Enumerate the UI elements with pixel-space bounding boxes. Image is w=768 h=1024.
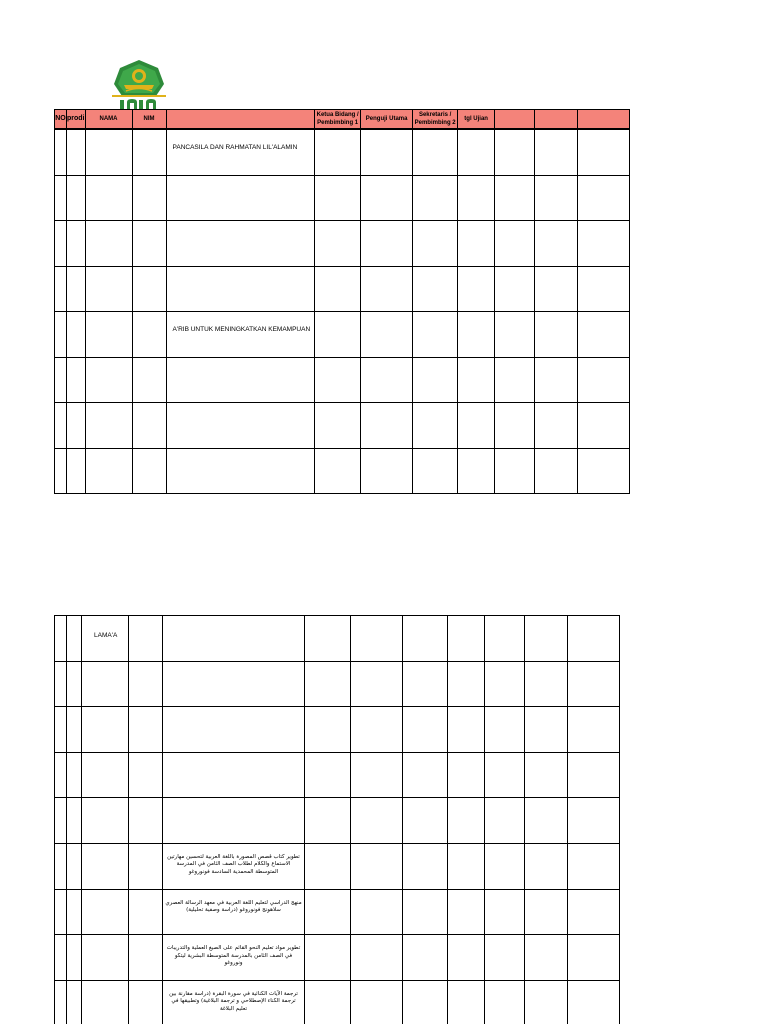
table-cell <box>535 266 578 312</box>
table-cell <box>495 312 535 358</box>
table-cell <box>67 661 82 707</box>
table-cell <box>578 357 630 403</box>
table-cell <box>55 798 67 844</box>
table-cell <box>413 403 458 449</box>
table-cell <box>132 403 166 449</box>
table-cell <box>82 798 129 844</box>
table-cell <box>129 752 163 798</box>
table-cell <box>129 616 163 662</box>
table-cell <box>82 616 129 662</box>
table-cell <box>85 448 132 494</box>
table-cell <box>55 357 67 403</box>
table-cell <box>166 403 315 449</box>
table-cell <box>485 935 525 981</box>
table-cell <box>163 935 305 981</box>
table-cell <box>129 889 163 935</box>
table-row <box>55 175 630 221</box>
table-cell <box>82 980 129 1024</box>
table-cell <box>568 980 620 1024</box>
table-cell <box>67 266 86 312</box>
table-cell <box>55 403 67 449</box>
table-cell <box>403 707 448 753</box>
table-cell <box>535 448 578 494</box>
table-cell <box>361 175 413 221</box>
table-cell <box>578 403 630 449</box>
table-cell <box>132 221 166 267</box>
table-row <box>55 798 620 844</box>
nama-value <box>82 798 128 814</box>
table-cell <box>55 266 67 312</box>
judul-value: PANCASILA DAN RAHMATAN LIL'ALAMIN <box>172 144 298 151</box>
header-nama: NAMA <box>85 110 132 130</box>
table-cell <box>55 843 67 889</box>
table-cell <box>315 312 361 358</box>
table-cell <box>485 707 525 753</box>
table-cell <box>315 221 361 267</box>
table-cell <box>495 129 535 175</box>
table-cell <box>315 403 361 449</box>
table-cell <box>361 266 413 312</box>
table-cell <box>578 312 630 358</box>
header-extra-3 <box>578 110 630 130</box>
table-cell <box>578 448 630 494</box>
table-cell <box>166 312 315 358</box>
table-cell <box>458 312 495 358</box>
table-cell <box>67 980 82 1024</box>
table-cell <box>305 752 351 798</box>
judul-value <box>167 449 315 463</box>
table-cell <box>525 980 568 1024</box>
table-cell <box>403 752 448 798</box>
table-cell <box>163 661 305 707</box>
table-cell <box>458 175 495 221</box>
table-cell <box>85 266 132 312</box>
table-cell <box>458 357 495 403</box>
table-cell <box>132 448 166 494</box>
table-cell <box>525 889 568 935</box>
table-cell <box>361 129 413 175</box>
table-cell <box>166 175 315 221</box>
table-cell <box>132 357 166 403</box>
table-cell <box>55 448 67 494</box>
table-cell <box>55 129 67 175</box>
table-cell <box>351 707 403 753</box>
table-cell <box>578 221 630 267</box>
table-cell <box>485 752 525 798</box>
judul-value <box>167 221 315 235</box>
table-cell <box>315 357 361 403</box>
table-cell <box>55 980 67 1024</box>
table-cell <box>163 889 305 935</box>
judul-value: تطوير كتاب قصص المصورة باللغة العربية لتحسين مهارتين الاستماع والكلام لطلاب الصف الثامن في المدرسة المتوسطة المحمدية السادسة فونوروغو <box>167 853 300 875</box>
table-cell <box>525 616 568 662</box>
table-cell <box>535 312 578 358</box>
judul-value <box>163 662 304 676</box>
table-row <box>55 266 630 312</box>
table-cell <box>495 357 535 403</box>
header-ketua <box>315 110 361 130</box>
table-cell <box>403 798 448 844</box>
iain-logo-icon <box>108 58 170 112</box>
header-no: NO <box>55 110 67 130</box>
table-cell <box>495 266 535 312</box>
table-cell <box>535 357 578 403</box>
table-cell <box>82 707 129 753</box>
table-cell <box>55 661 67 707</box>
table-cell <box>458 221 495 267</box>
judul-value <box>163 707 304 721</box>
table-cell <box>55 312 67 358</box>
table-cell <box>495 448 535 494</box>
judul-value: منهج الدراسي لتعليم اللغة العربية في معهد الرسالة العصري سلاهونج فونوروغو (دراسة وصفية تحليلية) <box>165 899 302 914</box>
table-cell <box>351 798 403 844</box>
table-cell <box>305 980 351 1024</box>
table-cell <box>413 221 458 267</box>
table-cell <box>525 935 568 981</box>
table-cell <box>535 129 578 175</box>
table-cell <box>132 312 166 358</box>
table-cell <box>305 798 351 844</box>
table-cell <box>163 707 305 753</box>
table-cell <box>305 935 351 981</box>
table-cell <box>55 752 67 798</box>
nama-value <box>82 753 128 769</box>
table-cell <box>351 843 403 889</box>
table-cell <box>67 935 82 981</box>
header-sekretaris-line1: Sekretaris / <box>418 112 452 118</box>
judul-value <box>163 753 304 767</box>
table-cell <box>413 175 458 221</box>
table-cell <box>525 661 568 707</box>
judul-value <box>167 403 315 417</box>
table-cell <box>55 889 67 935</box>
table-cell <box>495 175 535 221</box>
table-cell <box>67 798 82 844</box>
table-row <box>55 935 620 981</box>
header-ketua-line2: Pembimbing 1 <box>317 120 359 126</box>
table-row <box>55 221 630 267</box>
table-cell <box>485 980 525 1024</box>
table-cell <box>305 707 351 753</box>
table-cell <box>85 129 132 175</box>
table-cell <box>163 980 305 1024</box>
table-cell <box>413 357 458 403</box>
table-cell <box>163 616 305 662</box>
table-cell <box>448 707 485 753</box>
table-row <box>55 889 620 935</box>
table-cell <box>132 175 166 221</box>
table-cell <box>351 889 403 935</box>
nama-value <box>82 707 128 723</box>
table-cell <box>535 403 578 449</box>
table-cell <box>525 798 568 844</box>
table-cell <box>82 843 129 889</box>
exam-schedule-table-1 <box>54 109 630 494</box>
nama-value <box>82 890 128 906</box>
table-cell <box>82 935 129 981</box>
table-cell <box>413 448 458 494</box>
table-cell <box>132 266 166 312</box>
table-cell <box>568 752 620 798</box>
table-cell <box>568 616 620 662</box>
table-cell <box>315 129 361 175</box>
nama-value <box>82 935 128 951</box>
judul-value <box>163 616 304 630</box>
table-cell <box>413 312 458 358</box>
table-header-row <box>55 110 630 130</box>
table-cell <box>166 266 315 312</box>
table-cell <box>305 661 351 707</box>
table-cell <box>485 798 525 844</box>
table-cell <box>403 980 448 1024</box>
table-cell <box>403 889 448 935</box>
table-cell <box>166 448 315 494</box>
table-cell <box>129 707 163 753</box>
header-extra-2 <box>535 110 578 130</box>
table-cell <box>495 221 535 267</box>
table-cell <box>351 980 403 1024</box>
table-cell <box>82 661 129 707</box>
table-cell <box>568 935 620 981</box>
table-row <box>55 616 620 662</box>
table-cell <box>525 707 568 753</box>
table-cell <box>448 889 485 935</box>
table-cell <box>568 798 620 844</box>
table-cell <box>351 752 403 798</box>
table-row <box>55 661 620 707</box>
nama-value <box>82 662 128 678</box>
judul-value <box>167 176 315 190</box>
table-cell <box>351 616 403 662</box>
table-cell <box>67 312 86 358</box>
table-row <box>55 707 620 753</box>
table-cell <box>129 935 163 981</box>
table-cell <box>129 798 163 844</box>
nama-value: LAMA'A <box>94 632 118 639</box>
table-cell <box>55 935 67 981</box>
table-cell <box>403 843 448 889</box>
table-cell <box>413 266 458 312</box>
table-cell <box>535 175 578 221</box>
table-cell <box>55 175 67 221</box>
table-cell <box>163 843 305 889</box>
table-cell <box>361 357 413 403</box>
table-cell <box>361 312 413 358</box>
table-cell <box>568 707 620 753</box>
table-cell <box>67 221 86 267</box>
table-cell <box>132 129 166 175</box>
table-cell <box>448 661 485 707</box>
table-cell <box>458 403 495 449</box>
table-cell <box>448 843 485 889</box>
table-cell <box>129 843 163 889</box>
judul-value <box>167 358 315 372</box>
table-cell <box>163 752 305 798</box>
table-cell <box>361 403 413 449</box>
table-cell <box>305 616 351 662</box>
table-cell <box>55 707 67 753</box>
table-row <box>55 843 620 889</box>
table-cell <box>85 357 132 403</box>
table-cell <box>458 448 495 494</box>
table-cell <box>129 980 163 1024</box>
table-cell <box>67 448 86 494</box>
table-row <box>55 312 630 358</box>
table-row <box>55 129 630 175</box>
table-cell <box>458 129 495 175</box>
table-cell <box>67 616 82 662</box>
table-cell <box>55 616 67 662</box>
table-cell <box>305 843 351 889</box>
table-cell <box>485 843 525 889</box>
header-sekretaris <box>413 110 458 130</box>
header-prodi: prodi <box>67 110 86 130</box>
table-cell <box>403 616 448 662</box>
table-cell <box>67 403 86 449</box>
header-penguji: Penguji Utama <box>361 110 413 130</box>
judul-value <box>167 267 315 281</box>
table-cell <box>448 752 485 798</box>
nama-value <box>82 844 128 860</box>
table-cell <box>448 980 485 1024</box>
table-cell <box>413 129 458 175</box>
table-cell <box>82 889 129 935</box>
table-cell <box>568 843 620 889</box>
exam-schedule-table-2 <box>54 615 620 1024</box>
table-cell <box>578 266 630 312</box>
table-cell <box>403 935 448 981</box>
judul-value: A'RIB UNTUK MENINGKATKAN KEMAMPUAN <box>172 326 311 333</box>
table-cell <box>67 129 86 175</box>
header-tgl: tgl Ujian <box>458 110 495 130</box>
table-cell <box>351 661 403 707</box>
table-cell <box>361 221 413 267</box>
table-cell <box>67 357 86 403</box>
table-cell <box>305 889 351 935</box>
table-cell <box>535 221 578 267</box>
table-cell <box>568 889 620 935</box>
table-cell <box>448 616 485 662</box>
table-cell <box>568 661 620 707</box>
judul-value: ترجمة الآيات الكنائية في سورة البقرة (دراسة مقارنة بين ترجمة الكناء الإصطلاحي و ترجمة البلاغية) وتطبيقها في تعليم البلاغة <box>169 990 298 1012</box>
table-cell <box>485 889 525 935</box>
header-ketua-line1: Ketua Bidang / <box>316 112 359 118</box>
judul-value: تطوير مواد تعليم النحو القائم على الصيغ العملية والتدريبات في الصف الثامن بالمدرسة المتوسطة البشرية ليتكو ونوروغو <box>166 945 301 967</box>
table-cell <box>351 935 403 981</box>
table-cell <box>85 175 132 221</box>
table-cell <box>361 448 413 494</box>
table-cell <box>85 403 132 449</box>
table-cell <box>163 798 305 844</box>
table-cell <box>166 129 315 175</box>
header-judul <box>166 110 315 130</box>
table-cell <box>485 616 525 662</box>
table-cell <box>448 798 485 844</box>
table-cell <box>67 175 86 221</box>
table-row <box>55 752 620 798</box>
header-extra-1 <box>495 110 535 130</box>
table-row <box>55 980 620 1024</box>
table-cell <box>458 266 495 312</box>
table-cell <box>485 661 525 707</box>
judul-value <box>163 798 304 812</box>
table-cell <box>448 935 485 981</box>
table-cell <box>315 266 361 312</box>
nama-value <box>82 981 128 997</box>
table-cell <box>315 448 361 494</box>
table-cell <box>525 843 568 889</box>
header-nim: NIM <box>132 110 166 130</box>
table-cell <box>67 707 82 753</box>
table-cell <box>166 221 315 267</box>
table-cell <box>525 752 568 798</box>
table-cell <box>495 403 535 449</box>
table-cell <box>129 661 163 707</box>
table-cell <box>67 752 82 798</box>
table-cell <box>166 357 315 403</box>
table-cell <box>82 752 129 798</box>
table-cell <box>578 129 630 175</box>
table-cell <box>85 312 132 358</box>
table-cell <box>67 843 82 889</box>
table-cell <box>67 889 82 935</box>
table-cell <box>315 175 361 221</box>
table-cell <box>85 221 132 267</box>
table-cell <box>403 661 448 707</box>
header-sekretaris-line2: Pembimbing 2 <box>414 120 456 126</box>
table-cell <box>55 221 67 267</box>
table-row <box>55 357 630 403</box>
table-row <box>55 403 630 449</box>
table-row <box>55 448 630 494</box>
table-cell <box>578 175 630 221</box>
